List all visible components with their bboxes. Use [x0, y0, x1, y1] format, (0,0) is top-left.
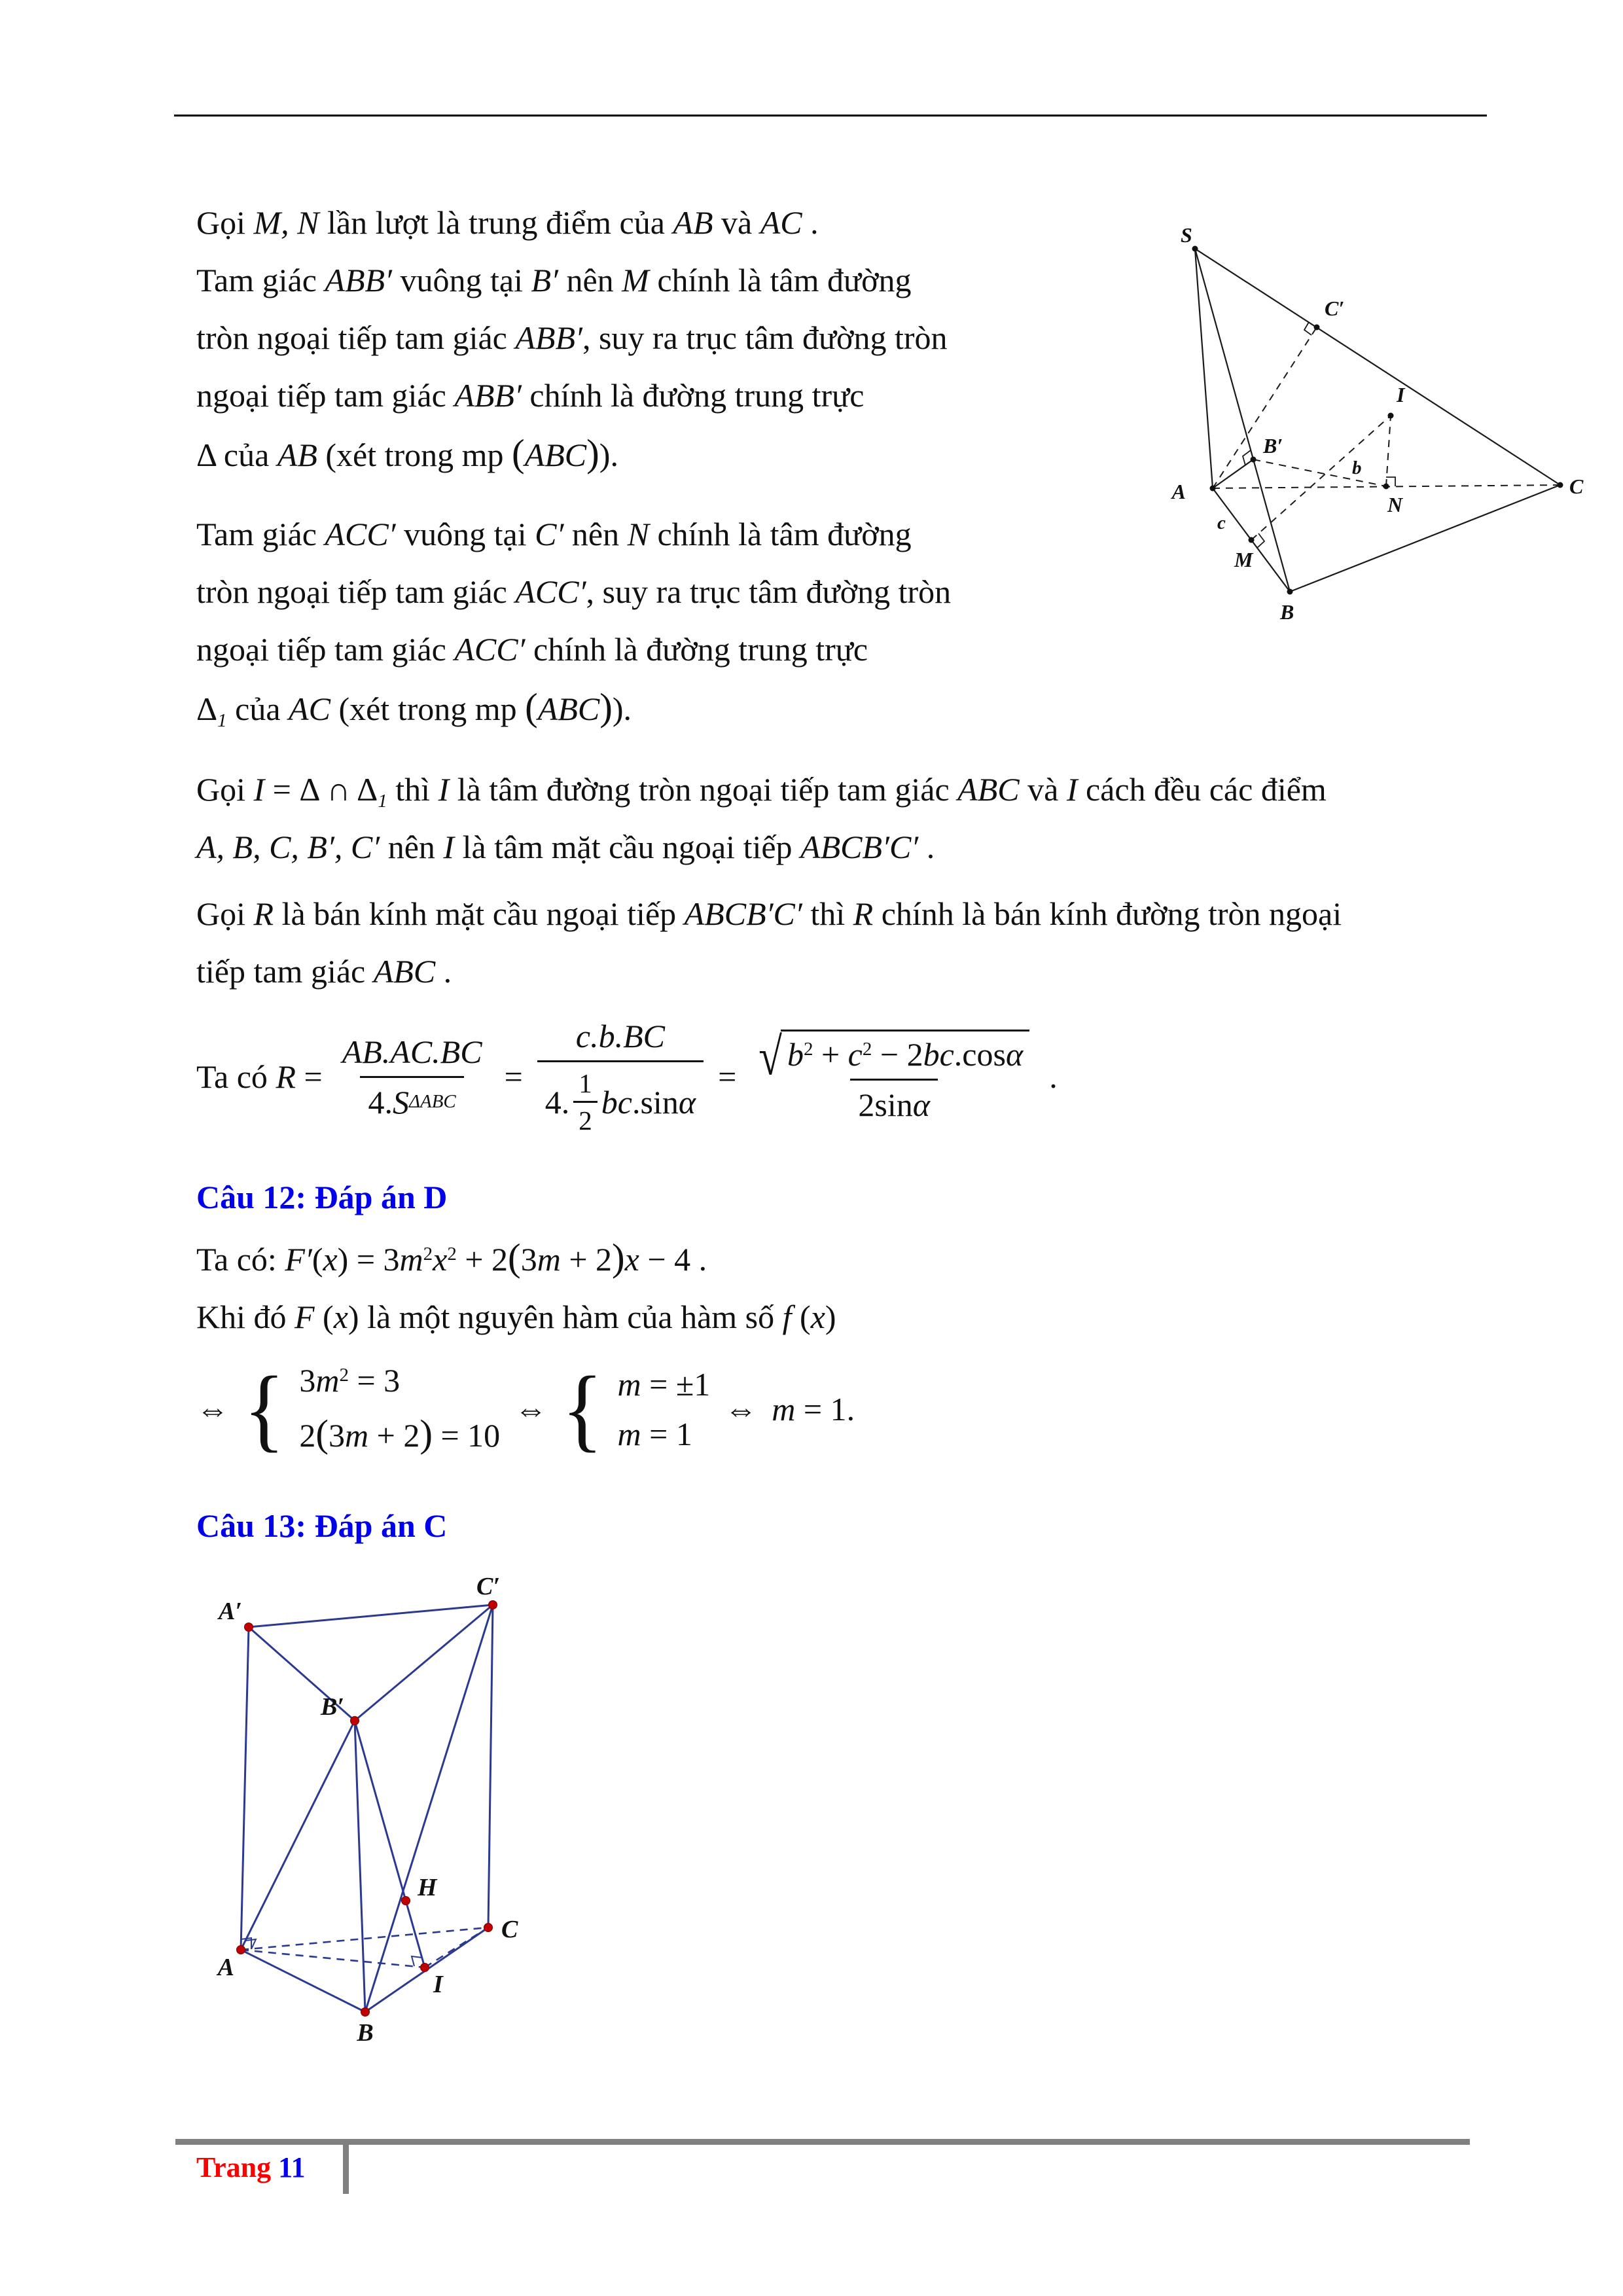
text-line: $\Delta_1$ của AC (xét trong mp (ABC)). [196, 685, 632, 732]
fraction-2-denominator [537, 1060, 704, 1136]
left-brace: { [562, 1356, 603, 1461]
q12-equation-system [196, 1347, 855, 1471]
fig2-label-h: H [418, 1874, 437, 1901]
iff-symbol: ⇔ [724, 1391, 758, 1427]
formula-lead: Ta có R = [196, 1058, 323, 1095]
iff-symbol: ⇔ [196, 1391, 229, 1427]
paragraph-3 [196, 505, 951, 736]
text-line: Tam giác ACC′ vuông tại C′ nên N chính là tâm đường [196, 516, 912, 552]
fig1-label-b-prime: B′ [1263, 434, 1283, 457]
fig1-label-a: A [1171, 480, 1186, 503]
left-brace: { [243, 1356, 285, 1461]
footer-divider [343, 2139, 349, 2194]
page-number [196, 2151, 306, 2184]
text-line: A, B, C, B′, C′ nên I là tâm mặt cầu ngoại tiếp ABCB′C′ . [196, 829, 935, 865]
fig1-label-side-b: b [1352, 457, 1362, 478]
fig2-dashed-edges [241, 1928, 488, 1967]
fig2-label-b-prime: B′ [320, 1693, 344, 1721]
radical-sign: √ [758, 1028, 782, 1086]
page-value: 11 [278, 2151, 306, 2183]
fraction-3-denominator: 2sin α [850, 1079, 938, 1124]
fraction-3-numerator [751, 1028, 1037, 1086]
fig1-vertex-dots [1192, 246, 1563, 595]
text-line: Tam giác ABB′ vuông tại B′ nên M chính là tâm đường [196, 262, 912, 298]
paragraph-4 [196, 761, 1327, 876]
q12-derivative-line: Ta có: $F'(x) = 3m^2x^2 + 2(3m + 2)x - 4$ . [196, 1235, 707, 1279]
text-line: Gọi R là bán kính mặt cầu ngoại tiếp ABCB′C′ thì R chính là bán kính đường tròn ngoại [196, 895, 1342, 932]
fig2-label-c-prime: C′ [476, 1573, 501, 1600]
text-line: Gọi I = Δ ∩ $\Delta_1$ thì I là tâm đường tròn ngoại tiếp tam giác ABC và I cách đều các điểm [196, 771, 1327, 812]
text-line: tròn ngoại tiếp tam giác ABB′, suy ra trục tâm đường tròn [196, 319, 948, 356]
fig2-solid-edges [241, 1605, 493, 2012]
question-13-heading: Câu 13: Đáp án C [196, 1507, 448, 1544]
question-12-heading: Câu 12: Đáp án D [196, 1179, 448, 1215]
fraction-2-den-suffix: bc.sinα [601, 1083, 696, 1121]
fig1-label-c-prime: C′ [1325, 296, 1345, 320]
paragraph-1 [196, 194, 819, 251]
fig1-label-i: I [1397, 383, 1405, 406]
nested-half-fraction: 1 2 [573, 1067, 597, 1136]
fraction-2 [537, 1017, 704, 1136]
fig1-labels [1171, 223, 1584, 624]
paragraph-2 [196, 251, 948, 482]
fraction-2-den-prefix: 4. [544, 1083, 570, 1121]
paragraph-5 [196, 885, 1342, 1000]
q12-antiderivative-line: Khi đó F (x) là một nguyên hàm của hàm số f (x) [196, 1299, 836, 1335]
case-group-2: m = ±1 m = 1 [617, 1365, 711, 1452]
text-line: ngoại tiếp tam giác ABB′ chính là đường trung trực [196, 377, 865, 414]
fig2-right-angle-marks [241, 1938, 422, 1966]
fig1-label-c: C [1569, 475, 1584, 498]
text-line: Δ của AB (xét trong mp (ABC)). [196, 431, 618, 475]
fig1-label-s: S [1181, 223, 1192, 247]
fig2-label-a-prime: A′ [218, 1598, 242, 1625]
fig1-label-b: B [1280, 600, 1294, 624]
text-line: ngoại tiếp tam giác ACC′ chính là đường trung trực [196, 631, 868, 668]
footer-rule [175, 2139, 1470, 2145]
fig1-label-n: N [1387, 493, 1403, 516]
figure-prism-abc [209, 1571, 550, 2049]
equals-sign: = [718, 1058, 737, 1095]
case-group-1: $3m^2 = 3$ 2(3m + 2) = 10 [299, 1361, 501, 1456]
fraction-3 [751, 1030, 1037, 1124]
text-line: Gọi M, N lần lượt là trung điểm của AB và AC . [196, 204, 819, 241]
fig2-label-c: C [501, 1916, 518, 1943]
system-result: m = 1. [772, 1390, 855, 1427]
page-label: Trang [196, 2151, 272, 2183]
fraction-2-numerator: c.b.BC [575, 1018, 665, 1054]
iff-symbol: ⇔ [514, 1391, 548, 1427]
formula-period: . [1049, 1058, 1058, 1095]
text-line: tròn ngoại tiếp tam giác ACC′, suy ra trục tâm đường tròn [196, 573, 952, 610]
fig2-label-b: B [357, 2019, 374, 2047]
fig2-labels [217, 1573, 518, 2047]
header-rule [174, 115, 1487, 117]
fraction-1 [334, 1033, 490, 1121]
fig2-label-a: A [217, 1954, 234, 1981]
equals-sign: = [504, 1058, 523, 1095]
radicand: $b^2 + c^2 - 2bc.\cos\alpha$ [781, 1030, 1029, 1073]
fig1-label-side-c: c [1217, 512, 1226, 533]
fig1-label-m: M [1234, 548, 1253, 571]
figure-tetrahedron-sabc [1113, 216, 1597, 628]
fraction-1-numerator: AB.AC.BC [342, 1033, 482, 1070]
text-line: tiếp tam giác ABC . [196, 953, 452, 990]
fraction-1-denominator: 4. S ΔABC [360, 1076, 463, 1121]
formula-circumradius [196, 1011, 1058, 1142]
fig2-label-i: I [433, 1971, 443, 1998]
